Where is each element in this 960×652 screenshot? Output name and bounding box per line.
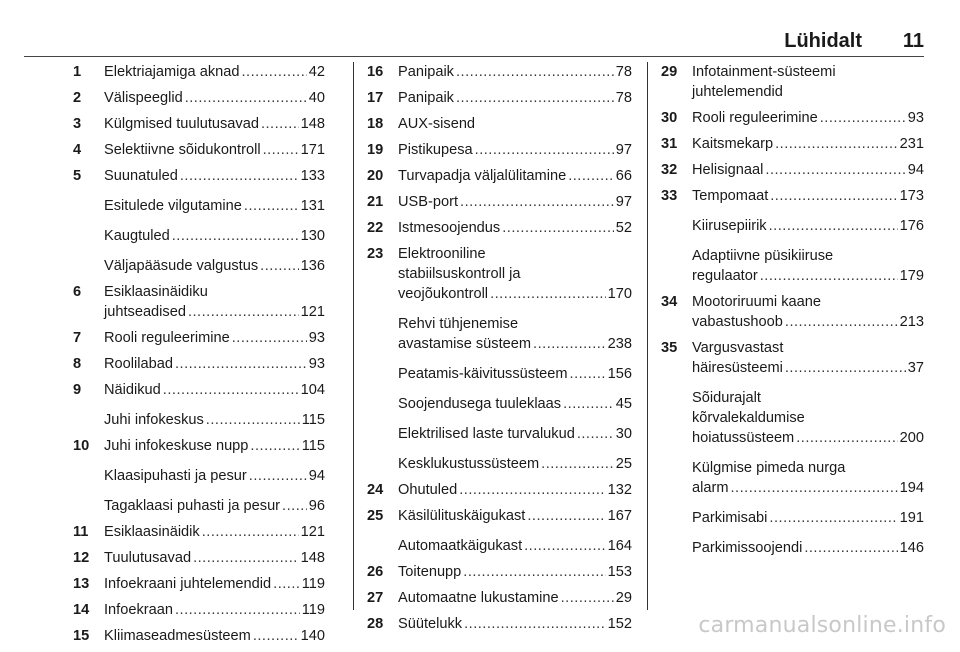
column-divider	[353, 62, 354, 610]
index-entry-24	[367, 480, 632, 500]
index-entry-27	[367, 588, 632, 608]
index-entry-13	[73, 574, 325, 594]
dot-leader	[253, 626, 299, 646]
page-reference[interactable]: 97	[615, 142, 632, 158]
dot-leader	[260, 256, 298, 276]
entry-text: häiresüsteemi	[692, 360, 783, 376]
dot-leader	[456, 88, 614, 108]
entry-text: Peatamis-käivitussüsteem	[398, 366, 568, 382]
column-divider	[647, 62, 648, 610]
dot-leader	[261, 114, 299, 134]
item-number: 12	[73, 550, 90, 566]
index-subentry	[661, 458, 924, 498]
header-rule	[24, 56, 924, 57]
page-reference[interactable]: 148	[300, 550, 325, 566]
entry-text: AUX-sisend	[398, 116, 476, 132]
page-reference[interactable]: 213	[899, 314, 924, 330]
dot-leader	[775, 134, 898, 154]
entry-text: Esitulede vilgutamine	[104, 198, 242, 214]
dot-leader	[770, 186, 897, 206]
index-subentry	[367, 364, 632, 384]
dot-leader	[180, 166, 299, 186]
index-entry-4	[73, 140, 325, 160]
item-number: 20	[367, 168, 384, 184]
index-entry-16	[367, 62, 632, 82]
item-number: 22	[367, 220, 384, 236]
dot-leader	[502, 218, 614, 238]
entry-text: Mootoriruumi kaane	[692, 294, 821, 310]
entry-text: alarm	[692, 480, 729, 496]
dot-leader	[577, 424, 614, 444]
page-reference[interactable]: 93	[308, 330, 325, 346]
dot-leader	[456, 62, 614, 82]
dot-leader	[785, 312, 898, 332]
entry-text: Rehvi tühjenemise	[398, 316, 519, 332]
entry-text: Külgmise pimeda nurga	[692, 460, 846, 476]
page-reference[interactable]: 156	[607, 366, 632, 382]
page-reference[interactable]: 171	[300, 142, 325, 158]
index-entry-22	[367, 218, 632, 238]
page-reference[interactable]: 179	[899, 268, 924, 284]
dot-leader	[459, 480, 605, 500]
item-number: 24	[367, 482, 384, 498]
item-number: 9	[73, 382, 82, 398]
item-number: 35	[661, 340, 678, 356]
entry-text: Käsilülituskäigukast	[398, 508, 526, 524]
item-number: 34	[661, 294, 678, 310]
item-number: 4	[73, 142, 82, 158]
entry-text: Tempomaat	[692, 188, 769, 204]
entry-text: USB-port	[398, 194, 459, 210]
entry-text: Infoekraan	[104, 602, 173, 618]
item-number: 11	[73, 524, 89, 540]
item-number: 27	[367, 590, 384, 606]
index-entry-29	[661, 62, 924, 102]
index-entry-12	[73, 548, 325, 568]
entry-text: Kliimaseadmesüsteem	[104, 628, 251, 644]
page-reference[interactable]: 194	[899, 480, 924, 496]
dot-leader	[232, 328, 307, 348]
entry-text: Külgmised tuulutusavad	[104, 116, 259, 132]
index-subentry	[367, 536, 632, 556]
entry-text: Väljapääsude valgustus	[104, 258, 259, 274]
index-entry-23	[367, 244, 632, 304]
index-subentry	[73, 196, 325, 216]
entry-text: veojõukontroll	[398, 286, 489, 302]
item-number: 5	[73, 168, 82, 184]
page-reference[interactable]: 119	[301, 602, 325, 618]
index-column-2	[367, 62, 632, 640]
index-entry-33	[661, 186, 924, 206]
index-entry-30	[661, 108, 924, 128]
index-entry-6	[73, 282, 325, 322]
item-number: 10	[73, 438, 90, 454]
index-subentry	[661, 388, 924, 448]
index-column-3	[661, 62, 924, 564]
index-entry-17	[367, 88, 632, 108]
index-column-1	[73, 62, 325, 652]
index-entry-14	[73, 600, 325, 620]
entry-text: Ohutuled	[398, 482, 458, 498]
page-reference[interactable]: 40	[308, 90, 325, 106]
dot-leader	[527, 506, 605, 526]
item-number: 21	[367, 194, 384, 210]
entry-text: Kiirusepiirik	[692, 218, 767, 234]
item-number: 2	[73, 90, 82, 106]
entry-text: juhtseadised	[104, 304, 186, 320]
index-entry-35	[661, 338, 924, 378]
page-reference[interactable]: 93	[907, 110, 924, 126]
dot-leader	[244, 196, 299, 216]
item-number: 28	[367, 616, 384, 632]
entry-text: Helisignaal	[692, 162, 764, 178]
page-reference[interactable]: 25	[615, 456, 632, 472]
entry-text: Näidikud	[104, 382, 161, 398]
index-subentry	[73, 466, 325, 486]
entry-text: Toitenupp	[398, 564, 462, 580]
dot-leader	[563, 394, 614, 414]
page-reference[interactable]: 104	[300, 382, 325, 398]
dot-leader	[172, 226, 299, 246]
dot-leader	[731, 478, 898, 498]
page-reference[interactable]: 97	[615, 194, 632, 210]
entry-text: Välispeeglid	[104, 90, 183, 106]
item-number: 7	[73, 330, 82, 346]
index-entry-11	[73, 522, 325, 542]
page-reference[interactable]: 133	[300, 168, 325, 184]
entry-text: Esiklaasinäidik	[104, 524, 200, 540]
dot-leader	[206, 410, 300, 430]
index-subentry	[367, 314, 632, 354]
item-number: 29	[661, 64, 678, 80]
index-entry-31	[661, 134, 924, 154]
item-number: 30	[661, 110, 678, 126]
index-entry-3	[73, 114, 325, 134]
index-subentry	[661, 216, 924, 236]
dot-leader	[490, 284, 606, 304]
dot-leader	[163, 380, 299, 400]
page-reference[interactable]: 119	[301, 576, 325, 592]
index-subentry	[367, 454, 632, 474]
index-subentry	[73, 496, 325, 516]
item-number: 6	[73, 284, 82, 300]
entry-text: Suunatuled	[104, 168, 178, 184]
page-reference[interactable]: 173	[899, 188, 924, 204]
page-reference[interactable]: 152	[607, 616, 632, 632]
page-reference[interactable]: 146	[899, 540, 924, 556]
item-number: 15	[73, 628, 90, 644]
entry-text: Klaasipuhasti ja pesur	[104, 468, 247, 484]
watermark: carmanualsonline.info	[698, 613, 946, 638]
index-entry-8	[73, 354, 325, 374]
index-entry-34	[661, 292, 924, 332]
page-reference[interactable]: 45	[615, 396, 632, 412]
page-reference[interactable]: 191	[899, 510, 924, 526]
dot-leader	[193, 548, 299, 568]
dot-leader	[524, 536, 606, 556]
entry-text: Vargusvastast	[692, 340, 784, 356]
entry-text: Tuulutusavad	[104, 550, 192, 566]
index-entry-9	[73, 380, 325, 400]
dot-leader	[561, 588, 614, 608]
page-reference[interactable]: 153	[607, 564, 632, 580]
index-subentry	[661, 508, 924, 528]
entry-text: kõrvalekaldumise	[692, 410, 805, 426]
page-reference[interactable]: 94	[907, 162, 924, 178]
dot-leader	[785, 358, 906, 378]
entry-text: Turvapadja väljalülitamine	[398, 168, 567, 184]
dot-leader	[282, 496, 307, 516]
page-reference[interactable]: 231	[899, 136, 924, 152]
entry-text: regulaator	[692, 268, 758, 284]
index-subentry	[73, 226, 325, 246]
page-reference[interactable]: 115	[301, 412, 325, 428]
index-entry-26	[367, 562, 632, 582]
page-reference[interactable]: 121	[300, 524, 325, 540]
page-reference[interactable]: 29	[615, 590, 632, 606]
entry-text: Automaatkäigukast	[398, 538, 523, 554]
entry-text: Pistikupesa	[398, 142, 473, 158]
entry-text: Juhi infokeskus	[104, 412, 204, 428]
dot-leader	[475, 140, 614, 160]
entry-text: Juhi infokeskuse nupp	[104, 438, 249, 454]
entry-text: Kaugtuled	[104, 228, 170, 244]
item-number: 3	[73, 116, 82, 132]
index-entry-5	[73, 166, 325, 186]
page-reference[interactable]: 94	[308, 468, 325, 484]
item-number: 26	[367, 564, 384, 580]
entry-text: Panipaik	[398, 90, 454, 106]
index-entry-32	[661, 160, 924, 180]
entry-text: juhtelemendid	[692, 84, 783, 100]
index-subentry	[661, 246, 924, 286]
entry-text: Tagaklaasi puhasti ja pesur	[104, 498, 281, 514]
page-reference[interactable]: 52	[615, 220, 632, 236]
dot-leader	[464, 614, 606, 634]
entry-text: Infotainment-süsteemi	[692, 64, 836, 80]
page-reference[interactable]: 30	[615, 426, 632, 442]
item-number: 8	[73, 356, 82, 372]
section-title: Lühidalt	[784, 30, 862, 52]
entry-text: Infoekraani juhtelemendid	[104, 576, 272, 592]
entry-text: Sõidurajalt	[692, 390, 761, 406]
page-reference[interactable]: 200	[899, 430, 924, 446]
page-reference[interactable]: 136	[300, 258, 325, 274]
entry-text: Kaitsmekarp	[692, 136, 774, 152]
dot-leader	[568, 166, 614, 186]
item-number: 32	[661, 162, 678, 178]
entry-text: Elektrooniline	[398, 246, 486, 262]
dot-leader	[541, 454, 614, 474]
index-entry-1	[73, 62, 325, 82]
page-reference[interactable]: 130	[300, 228, 325, 244]
page-reference[interactable]: 115	[301, 438, 325, 454]
page-reference[interactable]: 66	[615, 168, 632, 184]
dot-leader	[249, 466, 307, 486]
index-entry-25	[367, 506, 632, 526]
item-number: 23	[367, 246, 384, 262]
page-reference[interactable]: 78	[615, 64, 632, 80]
entry-text: Parkimissoojendi	[692, 540, 803, 556]
index-subentry	[367, 424, 632, 444]
dot-leader	[273, 574, 300, 594]
entry-text: Panipaik	[398, 64, 454, 80]
entry-text: Selektiivne sõidukontroll	[104, 142, 261, 158]
index-entry-15	[73, 626, 325, 646]
entry-text: Soojendusega tuuleklaas	[398, 396, 562, 412]
page-number: 11	[902, 30, 924, 52]
page-reference[interactable]: 96	[308, 498, 325, 514]
index-entry-20	[367, 166, 632, 186]
page-reference[interactable]: 37	[907, 360, 924, 376]
page-reference[interactable]: 42	[308, 64, 325, 80]
page-reference[interactable]: 167	[607, 508, 632, 524]
dot-leader	[175, 600, 300, 620]
page-reference[interactable]: 131	[300, 198, 325, 214]
entry-text: Adaptiivne püsikiiruse	[692, 248, 834, 264]
page-reference[interactable]: 93	[308, 356, 325, 372]
page-reference[interactable]: 140	[300, 628, 325, 644]
index-entry-2	[73, 88, 325, 108]
index-entry-10	[73, 436, 325, 456]
entry-text: Istmesoojendus	[398, 220, 501, 236]
entry-text: vabastushoob	[692, 314, 783, 330]
item-number: 25	[367, 508, 384, 524]
dot-leader	[188, 302, 299, 322]
page-reference[interactable]: 132	[607, 482, 632, 498]
dot-leader	[185, 88, 307, 108]
index-entry-18	[367, 114, 632, 134]
dot-leader	[796, 428, 897, 448]
entry-text: Elektriajamiga aknad	[104, 64, 240, 80]
index-subentry	[73, 256, 325, 276]
dot-leader	[463, 562, 605, 582]
dot-leader	[533, 334, 606, 354]
dot-leader	[175, 354, 307, 374]
entry-text: avastamise süsteem	[398, 336, 532, 352]
entry-text: Parkimisabi	[692, 510, 768, 526]
dot-leader	[765, 160, 905, 180]
item-number: 19	[367, 142, 384, 158]
dot-leader	[241, 62, 306, 82]
entry-text: hoiatussüsteem	[692, 430, 795, 446]
index-entry-7	[73, 328, 325, 348]
dot-leader	[804, 538, 897, 558]
entry-text: Roolilabad	[104, 356, 173, 372]
dot-leader	[202, 522, 299, 542]
dot-leader	[460, 192, 614, 212]
dot-leader	[769, 508, 897, 528]
item-number: 13	[73, 576, 90, 592]
entry-text: stabiilsuskontroll ja	[398, 266, 521, 282]
page-reference[interactable]: 78	[615, 90, 632, 106]
page-reference[interactable]: 176	[899, 218, 924, 234]
index-subentry	[367, 394, 632, 414]
dot-leader	[760, 266, 898, 286]
entry-text: Rooli reguleerimine	[104, 330, 230, 346]
page-reference[interactable]: 170	[607, 286, 632, 302]
dot-leader	[250, 436, 299, 456]
item-number: 31	[661, 136, 678, 152]
item-number: 33	[661, 188, 678, 204]
dot-leader	[820, 108, 906, 128]
page-header	[24, 26, 924, 54]
index-entry-19	[367, 140, 632, 160]
index-entry-21	[367, 192, 632, 212]
page-reference[interactable]: 121	[300, 304, 325, 320]
entry-text: Esiklaasinäidiku	[104, 284, 208, 300]
entry-text: Automaatne lukustamine	[398, 590, 559, 606]
item-number: 14	[73, 602, 90, 618]
entry-text: Kesklukustussüsteem	[398, 456, 540, 472]
dot-leader	[263, 140, 299, 160]
page-reference[interactable]: 238	[607, 336, 632, 352]
index-subentry	[661, 538, 924, 558]
entry-text: Rooli reguleerimine	[692, 110, 818, 126]
entry-text: Süütelukk	[398, 616, 463, 632]
entry-text: Elektrilised laste turvalukud	[398, 426, 575, 442]
item-number: 16	[367, 64, 384, 80]
item-number: 1	[73, 64, 82, 80]
page-reference[interactable]: 164	[607, 538, 632, 554]
item-number: 17	[367, 90, 384, 106]
dot-leader	[570, 364, 606, 384]
index-entry-28	[367, 614, 632, 634]
dot-leader	[769, 216, 898, 236]
item-number: 18	[367, 116, 384, 132]
page-reference[interactable]: 148	[300, 116, 325, 132]
index-subentry	[73, 410, 325, 430]
